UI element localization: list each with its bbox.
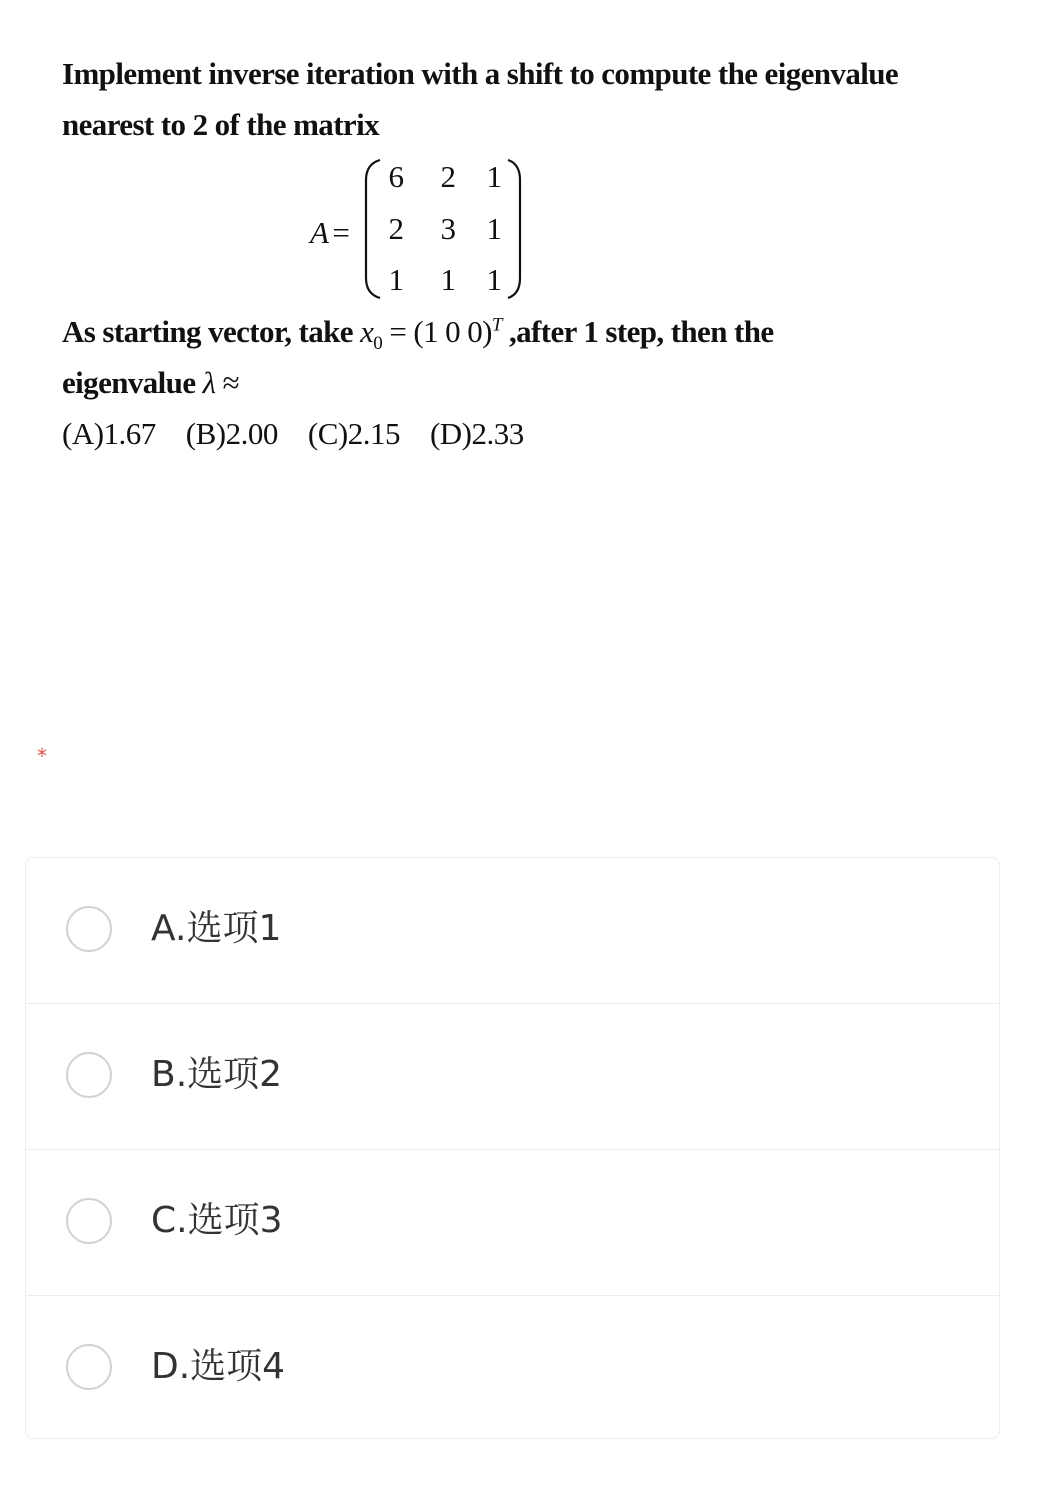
choice-a[interactable] <box>26 858 999 1004</box>
choice-b-label[interactable]: B.选项2 <box>151 1054 283 1095</box>
x-value: = (1 0 0) <box>382 314 492 349</box>
radio-button-d[interactable] <box>66 1344 112 1390</box>
matrix-cell-r3-c2: 1 <box>440 262 456 297</box>
x-var: x <box>360 314 374 349</box>
matrix-left-paren <box>366 160 380 298</box>
matrix-lhs <box>310 207 349 258</box>
radio-button-c[interactable] <box>66 1198 112 1244</box>
matrix-cell-r3-c1: 1 <box>388 262 404 297</box>
matrix-cell-r1-c1: 6 <box>388 159 404 194</box>
matrix-cell-r1-c3: 1 <box>486 159 502 194</box>
choice-c-label[interactable]: C.选项3 <box>151 1200 283 1241</box>
transpose-superscript: T <box>491 314 502 336</box>
matrix-cell-r3-c3: 1 <box>486 262 502 297</box>
question-options <box>62 408 1002 459</box>
question-line-2: nearest to 2 of the matrix <box>62 107 379 142</box>
approx-symbol: ≈ <box>215 365 240 400</box>
choice-list <box>25 857 1000 1439</box>
question-text <box>62 48 1002 459</box>
choice-a-label[interactable]: A.选项1 <box>151 908 282 949</box>
question-line-4 <box>62 357 1002 408</box>
choice-b[interactable] <box>26 1004 999 1150</box>
matrix-block <box>62 150 1002 306</box>
radio-button-b[interactable] <box>66 1052 112 1098</box>
option-c-text: (C)2.15 <box>307 416 400 451</box>
lambda-symbol: λ <box>202 365 216 400</box>
line4-text: eigenvalue <box>62 365 203 400</box>
radio-button-a[interactable] <box>66 906 112 952</box>
matrix-cell-r2-c1: 2 <box>388 211 404 246</box>
option-b-text: (B)2.00 <box>185 416 278 451</box>
option-d-text: (D)2.33 <box>429 416 524 451</box>
required-marker: * <box>37 744 47 768</box>
choice-d[interactable] <box>26 1296 999 1439</box>
choice-c[interactable] <box>26 1150 999 1296</box>
question-line-1: Implement inverse iteration with a shift to compute the eigenvalue <box>62 56 899 91</box>
line3-prefix: As starting vector, take <box>62 314 361 349</box>
matrix-right-paren <box>508 160 520 298</box>
matrix-cell-r2-c3: 1 <box>486 211 502 246</box>
matrix <box>362 154 522 304</box>
matrix-label: A <box>310 215 329 250</box>
matrix-cell-r2-c2: 3 <box>440 211 456 246</box>
choice-d-label[interactable]: D.选项4 <box>151 1346 286 1387</box>
matrix-equals: = <box>332 215 350 250</box>
question-line-3 <box>62 306 1002 357</box>
line3-suffix: ,after 1 step, then the <box>501 314 774 349</box>
option-a-text: (A)1.67 <box>62 416 156 451</box>
x-subscript: 0 <box>373 333 383 355</box>
matrix-cell-r1-c2: 2 <box>440 159 456 194</box>
